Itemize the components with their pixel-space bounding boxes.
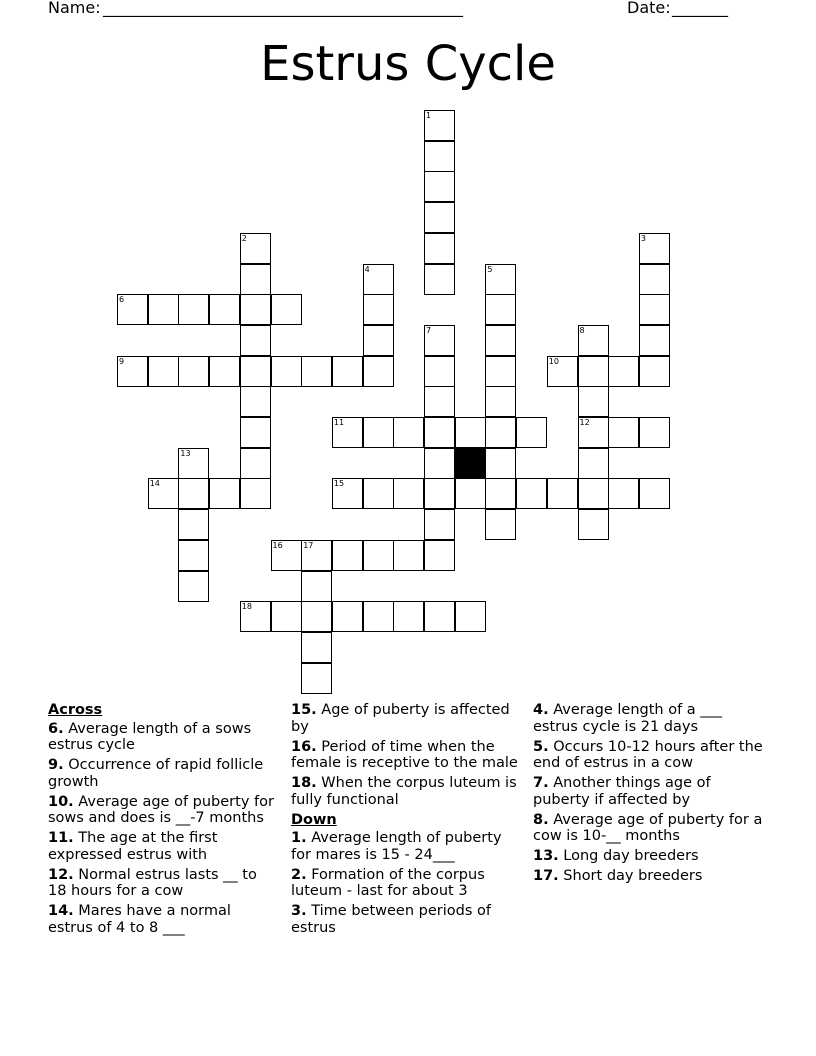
- clue-text: Normal estrus lasts __ to 18 hours for a cow: [48, 866, 257, 899]
- down-heading: Down: [291, 811, 337, 828]
- crossword-cell[interactable]: [578, 356, 609, 387]
- clue-number: 2.: [291, 866, 307, 883]
- crossword-cell[interactable]: [578, 478, 609, 509]
- clue-number: 10: [548, 356, 559, 366]
- crossword-cell[interactable]: [240, 448, 271, 479]
- crossword-cell[interactable]: [240, 294, 271, 325]
- crossword-cell[interactable]: [240, 325, 271, 356]
- clue-text: Short day breeders: [558, 868, 703, 884]
- crossword-cell[interactable]: [424, 478, 455, 509]
- clue-number: 9: [119, 356, 125, 366]
- crossword-cell[interactable]: [424, 171, 455, 202]
- clue-number: 6.: [48, 720, 64, 737]
- clue-number: 3: [640, 233, 646, 243]
- crossword-cell[interactable]: [455, 478, 486, 509]
- clue-item: [48, 721, 278, 754]
- clue-text: Average length of a ___ estrus cycle is 21 days: [533, 702, 723, 735]
- crossword-cell[interactable]: [424, 540, 455, 571]
- crossword-cell[interactable]: [608, 478, 639, 509]
- clue-text: Average length of puberty for mares is 15 - 24___: [291, 830, 502, 863]
- crossword-cell[interactable]: [271, 356, 302, 387]
- crossword-cell[interactable]: [240, 356, 271, 387]
- clue-number: 17.: [533, 868, 559, 884]
- crossword-cell[interactable]: [485, 294, 516, 325]
- clue-text: Age of puberty is affected by: [291, 702, 510, 735]
- clue-number: 1.: [291, 830, 307, 846]
- crossword-cell[interactable]: [332, 356, 363, 387]
- clue-number: 14: [149, 479, 160, 489]
- crossword-cell[interactable]: [178, 571, 209, 602]
- clue-item: [48, 757, 278, 790]
- crossword-cell[interactable]: [424, 141, 455, 172]
- crossword-cell[interactable]: [209, 478, 240, 509]
- crossword-cell[interactable]: [608, 417, 639, 448]
- crossword-cell[interactable]: [516, 478, 547, 509]
- clue-number: 18.: [291, 775, 317, 791]
- crossword-cell[interactable]: [271, 601, 302, 632]
- clue-item: [533, 739, 763, 772]
- clue-item: [533, 848, 763, 865]
- crossword-cell[interactable]: [301, 571, 332, 602]
- clue-text: Long day breeders: [558, 848, 699, 864]
- crossword-cell[interactable]: [301, 601, 332, 632]
- clues-column-1: [48, 702, 278, 940]
- clue-item: [48, 867, 278, 900]
- crossword-cell[interactable]: [639, 356, 670, 387]
- clue-item: [533, 868, 763, 885]
- clue-item: [533, 702, 763, 735]
- clue-number: 8.: [533, 811, 549, 828]
- crossword-cell[interactable]: [178, 509, 209, 540]
- clue-number: 9.: [48, 757, 64, 773]
- crossword-cell[interactable]: [485, 325, 516, 356]
- crossword-cell[interactable]: [608, 356, 639, 387]
- crossword-cell[interactable]: [209, 356, 240, 387]
- crossword-cell[interactable]: [516, 417, 547, 448]
- crossword-cell[interactable]: [240, 478, 271, 509]
- crossword-cell[interactable]: [271, 294, 302, 325]
- crossword-cell[interactable]: [363, 478, 394, 509]
- clue-text: Average age of puberty for sows and does is __-7 months: [48, 793, 274, 826]
- clue-number: 1: [426, 111, 432, 120]
- crossword-cell[interactable]: [485, 417, 516, 448]
- crossword-cell[interactable]: [301, 632, 332, 663]
- clue-item: [291, 739, 521, 772]
- crossword-cell[interactable]: [393, 601, 424, 632]
- crossword-cell[interactable]: [424, 264, 455, 295]
- clue-number: 12.: [48, 866, 74, 883]
- page-title: Estrus Cycle: [260, 36, 556, 92]
- crossword-cell[interactable]: [363, 601, 394, 632]
- clue-number: 18: [241, 602, 252, 612]
- clue-number: 14.: [48, 903, 74, 919]
- clue-number: 11: [333, 418, 345, 427]
- clue-number: 11.: [48, 830, 74, 846]
- crossword-cell[interactable]: [240, 417, 271, 448]
- crossword-cell[interactable]: [363, 417, 394, 448]
- crossword-cell[interactable]: [639, 294, 670, 325]
- crossword-cell[interactable]: [393, 417, 424, 448]
- crossword-cell[interactable]: [424, 356, 455, 387]
- crossword-cell[interactable]: [301, 356, 332, 387]
- crossword-cell[interactable]: [424, 601, 455, 632]
- clue-number: 6: [119, 295, 125, 305]
- crossword-cell[interactable]: [578, 386, 609, 417]
- clue-number: 2: [241, 233, 247, 243]
- clue-number: 3.: [291, 903, 307, 919]
- crossword-cell[interactable]: [424, 202, 455, 233]
- crossword-cell[interactable]: [332, 540, 363, 571]
- crossword-cell[interactable]: [424, 233, 455, 264]
- clues-column-2: [291, 702, 521, 940]
- clue-text: Average length of a sows estrus cycle: [48, 720, 252, 753]
- clue-number: 17: [303, 540, 314, 550]
- crossword-cell[interactable]: [240, 386, 271, 417]
- clue-number: 5.: [533, 738, 549, 755]
- crossword-cell[interactable]: [363, 325, 394, 356]
- crossword-cell[interactable]: [393, 478, 424, 509]
- crossword-cell[interactable]: [424, 509, 455, 540]
- clue-number: 5: [487, 264, 493, 274]
- crossword-cell[interactable]: [178, 540, 209, 571]
- clue-number: 13.: [533, 848, 559, 864]
- clue-number: 7.: [533, 775, 549, 791]
- crossword-cell[interactable]: [332, 601, 363, 632]
- clue-text: Average age of puberty for a cow is 10-__ months: [533, 811, 763, 844]
- crossword-cell[interactable]: [578, 509, 609, 540]
- crossword-cell[interactable]: [639, 325, 670, 356]
- across-heading: Across: [48, 702, 103, 718]
- clue-text: When the corpus luteum is fully functional: [291, 775, 517, 808]
- clue-item: [48, 903, 278, 936]
- clue-number: 10.: [48, 793, 74, 810]
- date-label: Date:: [627, 0, 671, 17]
- crossword-cell[interactable]: [424, 448, 455, 479]
- clue-item: [291, 830, 521, 863]
- crossword-cell[interactable]: [363, 356, 394, 387]
- clues-column-3: [533, 702, 763, 888]
- crossword-cell[interactable]: [485, 356, 516, 387]
- crossword-cell[interactable]: [178, 356, 209, 387]
- crossword-cell[interactable]: [639, 264, 670, 295]
- clue-text: Period of time when the female is receptive to the male: [291, 738, 518, 771]
- clue-number: 16: [272, 540, 283, 550]
- clue-number: 15: [333, 479, 345, 489]
- clue-item: [291, 867, 521, 900]
- clue-number: 16.: [291, 738, 317, 755]
- clue-text: Formation of the corpus luteum - last for about 3: [291, 866, 485, 899]
- crossword-cell[interactable]: [148, 294, 179, 325]
- clue-item: [291, 775, 521, 808]
- blocked-cell: [455, 448, 486, 479]
- crossword-cell[interactable]: [363, 294, 394, 325]
- crossword-cell[interactable]: [424, 417, 455, 448]
- crossword-cell[interactable]: [485, 478, 516, 509]
- crossword-cell[interactable]: [393, 540, 424, 571]
- crossword-cell[interactable]: [485, 448, 516, 479]
- crossword-cell[interactable]: [363, 540, 394, 571]
- clue-item: [291, 702, 521, 735]
- clue-item: [48, 830, 278, 863]
- crossword-cell[interactable]: [240, 264, 271, 295]
- crossword-cell[interactable]: [485, 386, 516, 417]
- crossword-cell[interactable]: [547, 478, 578, 509]
- clue-text: Time between periods of estrus: [291, 903, 491, 936]
- crossword-cell[interactable]: [178, 478, 209, 509]
- clue-number: 8: [579, 325, 585, 335]
- crossword-cell[interactable]: [578, 448, 609, 479]
- clue-text: Another things age of puberty if affected by: [533, 775, 711, 808]
- name-label: Name:: [48, 0, 101, 17]
- clue-number: 13: [180, 448, 191, 458]
- crossword-cell[interactable]: [148, 356, 179, 387]
- clue-text: The age at the first expressed estrus with: [48, 830, 218, 863]
- crossword-cell[interactable]: [455, 601, 486, 632]
- clue-number: 4.: [533, 702, 549, 718]
- clue-number: 15.: [291, 702, 317, 718]
- clue-number: 12: [579, 418, 590, 427]
- clue-item: [533, 775, 763, 808]
- crossword-cell[interactable]: [424, 386, 455, 417]
- crossword-cell[interactable]: [639, 478, 670, 509]
- clue-item: [48, 794, 278, 827]
- crossword-cell[interactable]: [485, 509, 516, 540]
- clue-number: 4: [364, 264, 370, 274]
- clue-text: Occurs 10-12 hours after the end of estrus in a cow: [533, 738, 763, 771]
- clue-text: Occurrence of rapid follicle growth: [48, 757, 264, 790]
- date-blank[interactable]: _______: [672, 0, 728, 17]
- clue-text: Mares have a normal estrus of 4 to 8 ___: [48, 903, 231, 936]
- name-blank[interactable]: _____________________________________________: [103, 0, 463, 17]
- crossword-cell[interactable]: [178, 294, 209, 325]
- crossword-cell[interactable]: [209, 294, 240, 325]
- crossword-cell[interactable]: [455, 417, 486, 448]
- clue-number: 7: [426, 325, 432, 335]
- crossword-cell[interactable]: [301, 663, 332, 694]
- clue-item: [291, 903, 521, 936]
- crossword-cell[interactable]: [639, 417, 670, 448]
- clue-item: [533, 812, 763, 845]
